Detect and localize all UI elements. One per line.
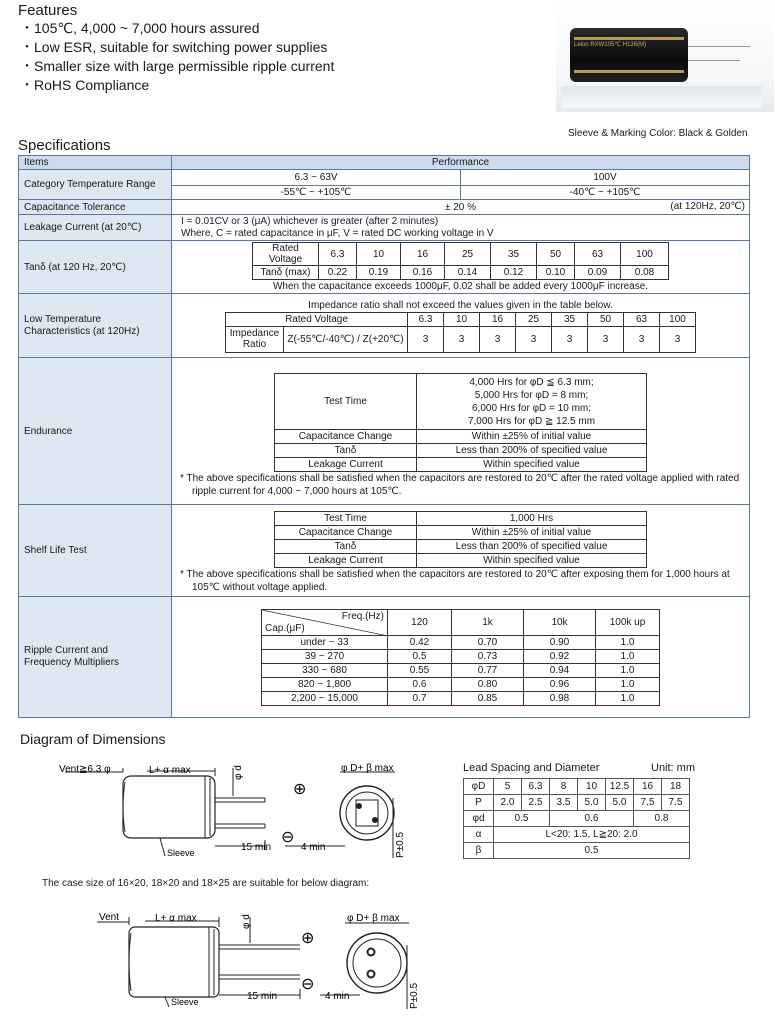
specifications-title: Specifications bbox=[18, 137, 111, 154]
table-row: 820 ~ 1,800 0.6 0.80 0.96 1.0 bbox=[262, 677, 660, 691]
length-label: L+ α max bbox=[155, 913, 197, 924]
spec-header-row bbox=[19, 156, 750, 170]
table-row: 2,200 ~ 15,000 0.7 0.85 0.98 1.0 bbox=[262, 691, 660, 705]
vent-label: Vent≧6.3 φ bbox=[59, 764, 111, 775]
dimension-diagram-2 bbox=[95, 905, 425, 1015]
ripple-table: Freq.(Hz) Cap.(μF) 120 1k 10k 100k up under ~ 33 0.42 0.70 0.90 1.0 39 ~ 270 0.5 0.73 0.92 1.0 330 ~ 680 0.55 0.77 0.94 1.0 820 ~ 1,800 0.6 0.80 0.96 1.0 2,200 ~ 15,000 0.7 0.85 0.98 1.0 bbox=[261, 609, 660, 706]
tolerance-condition: (at 120Hz, 20℃) bbox=[670, 201, 745, 212]
cap-marking-text: Lelon RXW105℃ H136(M) bbox=[574, 42, 647, 48]
tand-header: Rated Voltage bbox=[253, 243, 319, 266]
table-row: 330 ~ 680 0.55 0.77 0.94 1.0 bbox=[262, 663, 660, 677]
impedance-header: Rated Voltage bbox=[226, 312, 408, 326]
specifications-table bbox=[18, 155, 750, 718]
row-label: Endurance bbox=[19, 358, 172, 505]
tand-row-label: Tanδ (max) bbox=[253, 266, 319, 280]
spec-row-low-temp bbox=[19, 294, 750, 358]
endurance-note: * The above specifications shall be satisfied when the capacitors are restored to 20℃ after the rated voltage applied with rated bbox=[180, 473, 740, 484]
capacitor-photo bbox=[556, 2, 774, 112]
lead-diameter-label: φ d bbox=[233, 765, 244, 780]
dimensions-title: Diagram of Dimensions bbox=[20, 731, 166, 747]
length-label: L+ α max bbox=[149, 765, 191, 776]
lead-diameter-label: φ d bbox=[241, 914, 252, 929]
spec-row-ripple bbox=[19, 597, 750, 718]
feature-item: ・ RoHS Compliance bbox=[20, 76, 334, 95]
plus-icon: ⊕ bbox=[293, 781, 307, 798]
spec-row-cap-tolerance bbox=[19, 200, 750, 215]
tand-table: Rated Voltage 6.3 10 16 25 35 50 63 100 Tanδ (max) 0.22 0.19 0.16 0.14 0.12 0.10 0.09 0.08 bbox=[252, 242, 669, 280]
tolerance-value: ± 20 % bbox=[444, 201, 477, 213]
row-label: Leakage Current (at 20℃) bbox=[19, 215, 172, 241]
impedance-intro: Impedance ratio shall not exceed the values given in the table below. bbox=[308, 299, 613, 311]
minus-icon: ⊖ bbox=[281, 829, 295, 846]
lead-length-label: 15 min bbox=[241, 842, 272, 853]
table-row: φD 5 6.3 8 10 12.5 16 18 bbox=[464, 779, 690, 795]
lead-length-label: 15 min bbox=[247, 991, 278, 1002]
case-size-note: The case size of 16×20, 18×20 and 18×25 are suitable for below diagram: bbox=[42, 878, 370, 889]
diameter-label: φ D+ β max bbox=[347, 913, 400, 924]
endurance-table: Test Time 4,000 Hrs for φD ≦ 6.3 mm; 5,000 Hrs for φD = 8 mm; 6,000 Hrs for φD = 10 mm; 7,000 Hrs for φD ≧ 12.5 mm Capacitance Change Within ±25% of initial value Tanδ Less than 200% of specified value Leakage Current Within specified value bbox=[274, 373, 647, 472]
lead-table-title: Lead Spacing and Diameter bbox=[463, 762, 600, 774]
pitch-label: P±0.5 bbox=[409, 982, 420, 1009]
row-label: Shelf Life Test bbox=[19, 505, 172, 597]
table-row: P 2.0 2.5 3.5 5.0 5.0 7.5 7.5 bbox=[464, 795, 690, 811]
sleeve-label: Sleeve bbox=[167, 848, 195, 858]
lead-wire bbox=[688, 46, 750, 47]
table-row: β 0.5 bbox=[464, 843, 690, 859]
spec-row-endurance bbox=[19, 358, 750, 505]
temp-range: -40℃ ~ +105℃ bbox=[569, 186, 641, 198]
spec-row-category-temp bbox=[19, 170, 750, 200]
row-label: Frequency Multipliers bbox=[24, 657, 120, 668]
shelf-note: * The above specifications shall be satisfied when the capacitors are restored to 20℃ after exposing them for 1,000 hours at bbox=[180, 569, 730, 580]
photo-reflection bbox=[562, 86, 762, 108]
pitch-label: P±0.5 bbox=[395, 831, 406, 858]
feature-item: ・ Smaller size with large permissible ripple current bbox=[20, 57, 334, 76]
endurance-note: ripple current for 4,000 ~ 7,000 hours at 105℃. bbox=[192, 486, 402, 497]
voltage-range: 6.3 ~ 63V bbox=[172, 170, 461, 185]
vent-label: Vent bbox=[99, 912, 120, 923]
lead-end-label: 4 min bbox=[301, 842, 326, 853]
freq-header: Freq.(Hz) bbox=[341, 610, 384, 622]
feature-item: ・ Low ESR, suitable for switching power supplies bbox=[20, 38, 334, 57]
row-label: Capacitance Tolerance bbox=[19, 200, 172, 215]
features-title: Features bbox=[18, 2, 78, 19]
temp-range: -55℃ ~ +105℃ bbox=[172, 185, 461, 199]
sleeve-color-note: Sleeve & Marking Color: Black & Golden bbox=[568, 128, 748, 139]
spec-row-leakage bbox=[19, 215, 750, 241]
impedance-condition: Z(-55℃/-40℃) / Z(+20℃) bbox=[284, 326, 408, 352]
row-label: Low Temperature bbox=[24, 313, 102, 325]
table-row: φd 0.5 0.6 0.8 bbox=[464, 811, 690, 827]
lead-end-label: 4 min bbox=[325, 991, 350, 1002]
sleeve-label: Sleeve bbox=[171, 997, 199, 1007]
unit-label: Unit: mm bbox=[651, 762, 695, 774]
row-label: Ripple Current and bbox=[24, 645, 108, 656]
table-row: under ~ 33 0.42 0.70 0.90 1.0 bbox=[262, 635, 660, 649]
dimension-diagram-1 bbox=[55, 758, 410, 868]
impedance-table: Rated Voltage 6.3 10 16 25 35 50 63 100 Impedance Ratio Z(-55℃/-40℃) / Z(+20℃) 3 3 3 3 3 3 3 3 bbox=[225, 312, 696, 353]
lead-spacing-table bbox=[463, 778, 690, 859]
feature-item: ・ 105℃, 4,000 ~ 7,000 hours assured bbox=[20, 19, 334, 38]
leakage-definition: Where, C = rated capacitance in μF, V = rated DC working voltage in V bbox=[181, 227, 494, 239]
shelf-note: 105℃ without voltage applied. bbox=[192, 582, 328, 593]
lead-wire bbox=[688, 60, 740, 61]
diameter-label: φ D+ β max bbox=[341, 763, 394, 774]
row-label: Characteristics (at 120Hz) bbox=[24, 325, 140, 337]
row-label: Tanδ (at 120 Hz, 20℃) bbox=[19, 241, 172, 294]
voltage-range: 100V bbox=[461, 170, 750, 185]
leakage-formula: I = 0.01CV or 3 (μA) whichever is greater (after 2 minutes) bbox=[181, 215, 439, 227]
row-label: Category Temperature Range bbox=[19, 170, 172, 200]
table-row: 39 ~ 270 0.5 0.73 0.92 1.0 bbox=[262, 649, 660, 663]
performance-header: Performance bbox=[172, 156, 750, 170]
shelf-table: Test Time 1,000 Hrs Capacitance Change Within ±25% of initial value Tanδ Less than 200% of specified value Leakage Current Within specified value bbox=[274, 511, 647, 568]
spec-row-tand bbox=[19, 241, 750, 294]
items-header: Items bbox=[19, 156, 172, 170]
tand-note: When the capacitance exceeds 1000μF, 0.02 shall be added every 1000μF increase. bbox=[272, 281, 649, 292]
plus-icon: ⊕ bbox=[301, 930, 315, 947]
spec-row-shelf-life bbox=[19, 505, 750, 597]
minus-icon: ⊖ bbox=[301, 976, 315, 993]
table-row: α L<20: 1.5, L≧20: 2.0 bbox=[464, 827, 690, 843]
cap-header: Cap.(μF) bbox=[265, 622, 305, 634]
features-list bbox=[20, 19, 334, 95]
capacitor-body-photo bbox=[570, 28, 688, 82]
